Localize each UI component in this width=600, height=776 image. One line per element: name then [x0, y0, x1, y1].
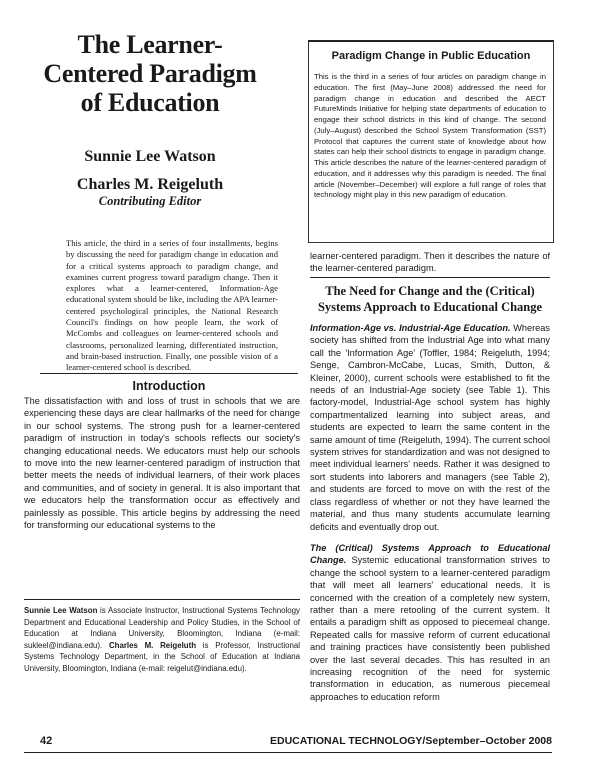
author-name-1: Sunnie Lee Watson	[84, 148, 216, 165]
bio-text-2: is Professor, Instructional Systems Technology Department, in the School of Education at Indiana University, Bloomington, Indiana (e-mail: reigelut@indiana.edu).	[24, 640, 301, 673]
abstract: This article, the third in a series of four installments, begins by discussing the need for paradigm change in education and for a critical systems approach to paradigm change, and examines current progress toward paradigm change. Then it explores what a learner-centered, Information-Age educational system should be like, including the APA learner-centered psychological principles, the National Research Council's findings on how people learn, the work of McCombs and colleagues on learner-centered schools and classrooms, personalized learning, differentiated instruction, and brain-based instruction. Finally, one possible vision of a learner-centered school is described.	[66, 238, 278, 373]
divider	[24, 752, 552, 753]
bio-name-1: Sunnie Lee Watson	[24, 606, 98, 615]
introduction-body: The dissatisfaction with and loss of trust in schools that we are experiencing these days are clear hallmarks of the need for change in our school systems. The strong push for a learner-centered paradigm of instruction in today's schools reflects our society's changing educational needs. We educators must help our schools to move into the new learner-centered paradigm of instruction that better meets the needs of individual learners, of their work places and communities, and of society in general. It is also important that we educators help the transformation occur as effectively and painlessly as possible. This article begins by addressing the need for transforming our educational systems to the	[24, 396, 300, 531]
bio-text-1: is Associate Instructor, Instructional Systems Technology Department and Educational Leadership and Policy Studies, in the School of Education at Indiana University, Bloomington, Indiana (e-mail: sukleel@indiana.edu).	[24, 606, 301, 650]
paragraph-text: Systemic educational transformation strives to change the school system to a learner-centered paradigm that will meet all learners' educational needs. It is concerned with the creation of a completely new system, rather than a mere retooling of the current system. It entails a paradigm shift as opposed to piecemeal change. Repeated calls for massive reform of current educational and training practices have consistently been published over the last several decades. This has resulted in an increasing recognition of the need for systemic transformation in education, as numerous piecemeal approaches to education reform	[310, 555, 550, 702]
divider	[24, 599, 300, 600]
author-role: Contributing Editor	[98, 194, 202, 208]
page-number: 42	[40, 735, 53, 747]
continuation-text: learner-centered paradigm. Then it describes the nature of the learner-centered paradigm.	[310, 251, 550, 274]
paragraph	[310, 542, 550, 703]
sidebar-title: Paradigm Change in Public Education	[331, 50, 531, 62]
author-name-2: Charles M. Reigeluth	[76, 176, 224, 193]
section-heading-introduction: Introduction	[132, 379, 206, 393]
bio-name-2: Charles M. Reigeluth	[108, 640, 197, 650]
sidebar-body: This is the third in a series of four articles on paradigm change in education. The first (May–June 2008) addressed the need for paradigm change in education and described the AECT FutureMinds Initiative for helping state departments of education to engage their school districts in this kind of change. The second (July–August) described the School System Transformation (SST) Protocol that captures the current state of knowledge about how states can help their school districts to engage in paradigm change. This article describes the nature of the learner-centered paradigm of education, and it addresses why this paradigm is needed. The final article (November–December) will explore a full range of roles that technology might play in this new paradigm of education.	[314, 72, 546, 200]
article-title: The Learner-Centered Paradigm of Education	[43, 30, 257, 117]
right-column-body	[310, 322, 550, 712]
runin-heading: The (Critical) Systems Approach to Educational Change.	[310, 542, 550, 566]
divider	[40, 373, 298, 374]
divider	[310, 277, 550, 278]
author-bio	[24, 605, 300, 675]
journal-footer: EDUCATIONAL TECHNOLOGY/September–October 2008	[269, 735, 552, 747]
paragraph	[310, 322, 550, 533]
paragraph-text: Whereas society has shifted from the Industrial Age into what many call the 'Information Age' (Toffler, 1984; Reigeluth, 1994; Senge, Cambron-McCabe, Lucas, Smith, Dutton, & Kleiner, 2000), current schools were established to fit the needs of an Industrial-Age society (see Table 1). This factory-model, Industrial-Age school system has highly compartmentalized learning into subject areas, and students are expected to learn the same content in the same amount of time (Reigeluth, 1994). The current school system strives for standardization and was not designed to meet individual learners' needs. Rather it was designed to sort students into laborers and managers (see Table 2), and students are forced to move on with the rest of the class regardless of whether or not they have learned the material, and thus many students accumulate learning deficits and eventually drop out.	[310, 323, 550, 532]
runin-heading: Information-Age vs. Industrial-Age Education.	[310, 323, 511, 333]
section-heading-need-for-change: The Need for Change and the (Critical) Systems Approach to Educational Change	[317, 284, 543, 314]
